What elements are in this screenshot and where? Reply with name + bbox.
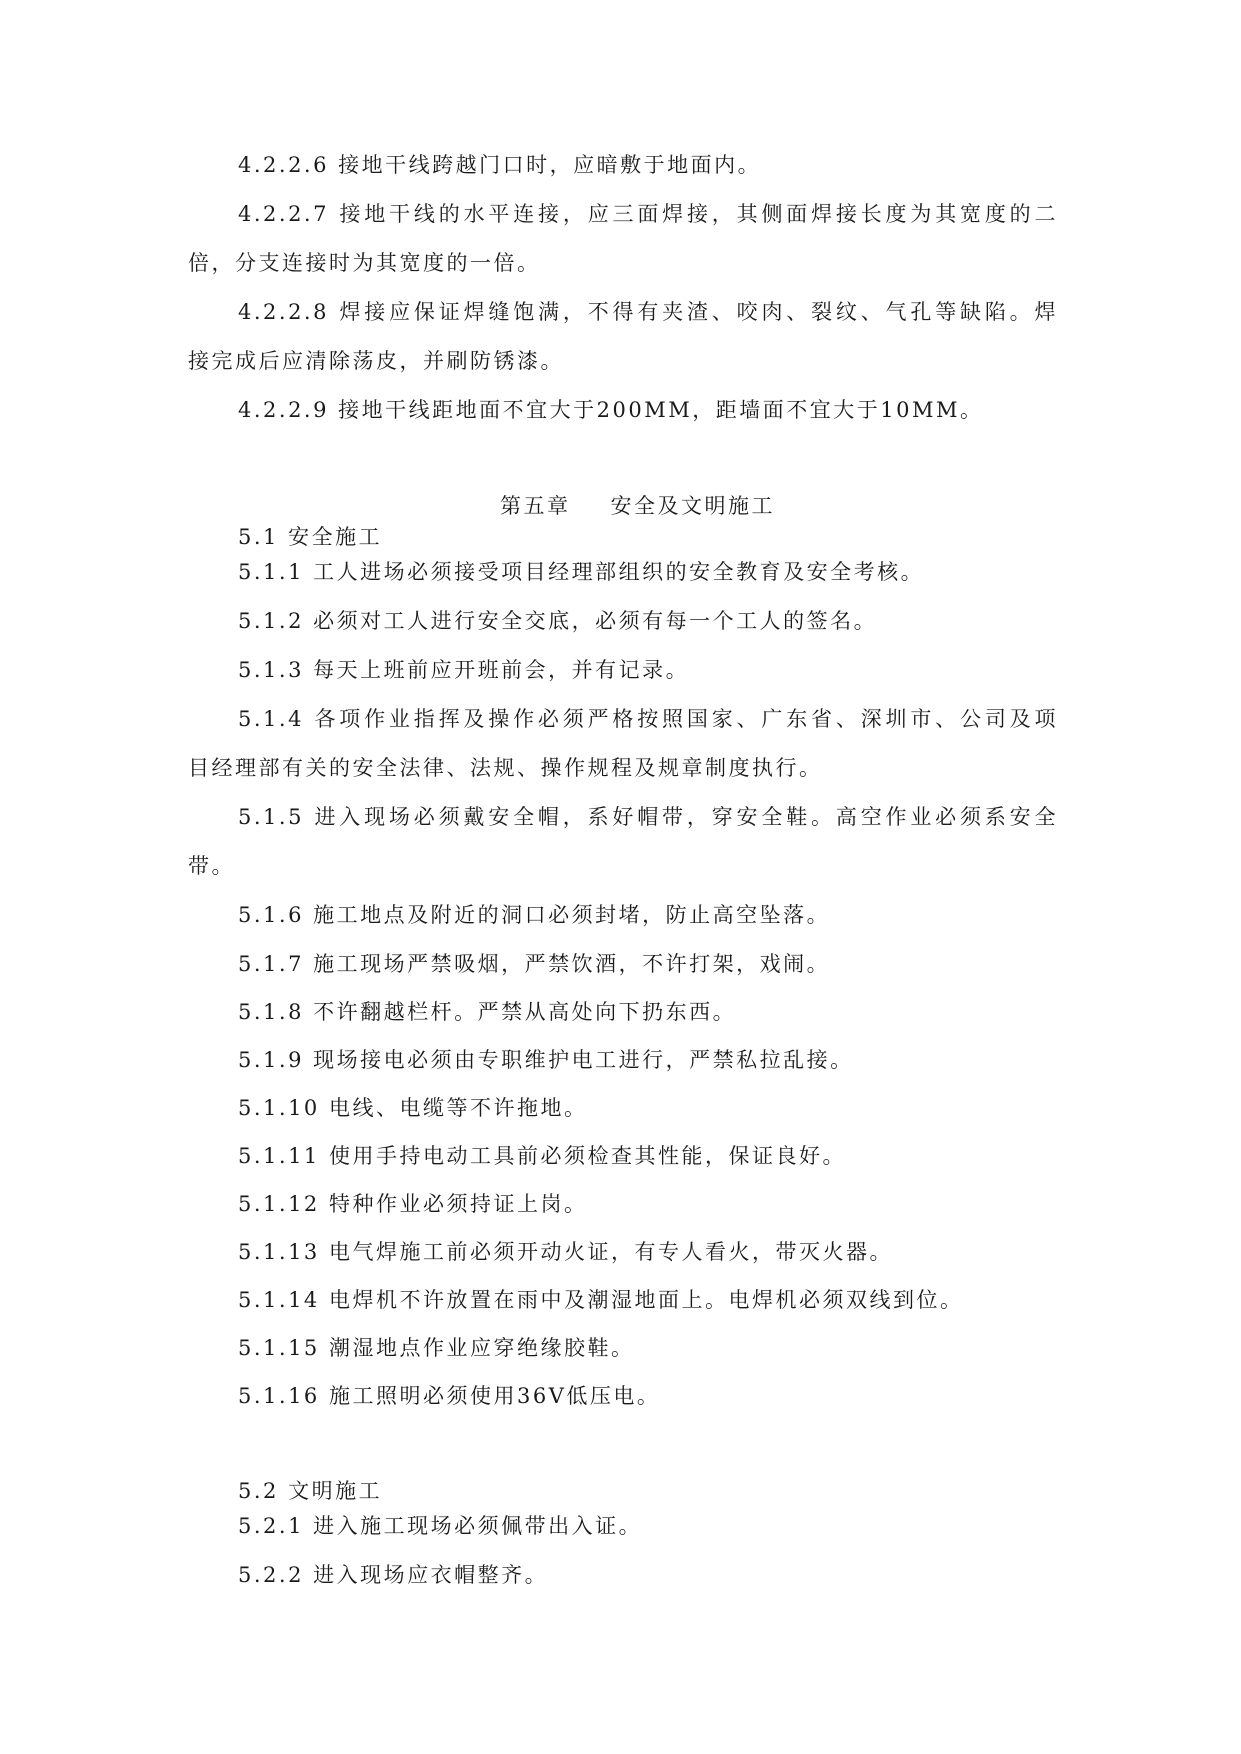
clause-5-1-10: 5.1.10 电线、电缆等不许拖地。: [238, 1096, 588, 1120]
clause-4-2-2-8-line1: 4.2.2.8 焊接应保证焊缝饱满，不得有夹渣、咬肉、裂纹、气孔等缺陷。焊: [238, 300, 1058, 324]
clause-4-2-2-8-line2: 接完成后应清除荡皮，并刷防锈漆。: [188, 349, 564, 373]
clause-5-1-5-line2: 带。: [188, 854, 235, 878]
clause-5-1-14: 5.1.14 电焊机不许放置在雨中及潮湿地面上。电焊机必须双线到位。: [238, 1288, 964, 1312]
clause-5-2-2: 5.2.2 进入现场应衣帽整齐。: [238, 1563, 549, 1587]
section-5-1-heading: 5.1 安全施工: [238, 525, 383, 549]
clause-5-1-4-line1: 5.1.4 各项作业指挥及操作必须严格按照国家、广东省、深圳市、公司及项: [238, 707, 1058, 731]
clause-5-1-5-line1: 5.1.5 进入现场必须戴安全帽，系好帽带，穿安全鞋。高空作业必须系安全: [238, 805, 1058, 829]
clause-5-1-7: 5.1.7 施工现场严禁吸烟，严禁饮酒，不许打架，戏闹。: [238, 952, 831, 976]
clause-5-1-3: 5.1.3 每天上班前应开班前会，并有记录。: [238, 658, 690, 682]
section-5-2-heading: 5.2 文明施工: [238, 1479, 383, 1503]
chapter-title: 安全及文明施工: [610, 494, 775, 518]
clause-5-1-8: 5.1.8 不许翻越栏杆。严禁从高处向下扔东西。: [238, 1000, 737, 1024]
clause-5-1-11: 5.1.11 使用手持电动工具前必须检查其性能，保证良好。: [238, 1144, 846, 1168]
clause-4-2-2-6: 4.2.2.6 接地干线跨越门口时，应暗敷于地面内。: [238, 153, 762, 177]
clause-5-1-6: 5.1.6 施工地点及附近的洞口必须封堵，防止高空坠落。: [238, 903, 831, 927]
clause-5-1-12: 5.1.12 特种作业必须持证上岗。: [238, 1192, 588, 1216]
clause-5-1-16: 5.1.16 施工照明必须使用36V低压电。: [238, 1384, 661, 1408]
clause-4-2-2-7-line2: 倍，分支连接时为其宽度的一倍。: [188, 251, 541, 275]
clause-5-1-9: 5.1.9 现场接电必须由专职维护电工进行，严禁私拉乱接。: [238, 1048, 854, 1072]
clause-5-1-15: 5.1.15 潮湿地点作业应穿绝缘胶鞋。: [238, 1336, 635, 1360]
clause-4-2-2-7-line1: 4.2.2.7 接地干线的水平连接，应三面焊接，其侧面焊接长度为其宽度的二: [238, 202, 1058, 226]
chapter-number: 第五章: [500, 494, 571, 518]
chapter-heading: [500, 491, 775, 521]
clause-4-2-2-9: 4.2.2.9 接地干线距地面不宜大于200MM，距墙面不宜大于10MM。: [238, 398, 984, 422]
clause-5-2-1: 5.2.1 进入施工现场必须佩带出入证。: [238, 1514, 643, 1538]
clause-5-1-13: 5.1.13 电气焊施工前必须开动火证，有专人看火，带灭火器。: [238, 1240, 893, 1264]
clause-5-1-4-line2: 目经理部有关的安全法律、法规、操作规程及规章制度执行。: [188, 756, 823, 780]
clause-5-1-1: 5.1.1 工人进场必须接受项目经理部组织的安全教育及安全考核。: [238, 560, 925, 584]
clause-5-1-2: 5.1.2 必须对工人进行安全交底，必须有每一个工人的签名。: [238, 609, 878, 633]
